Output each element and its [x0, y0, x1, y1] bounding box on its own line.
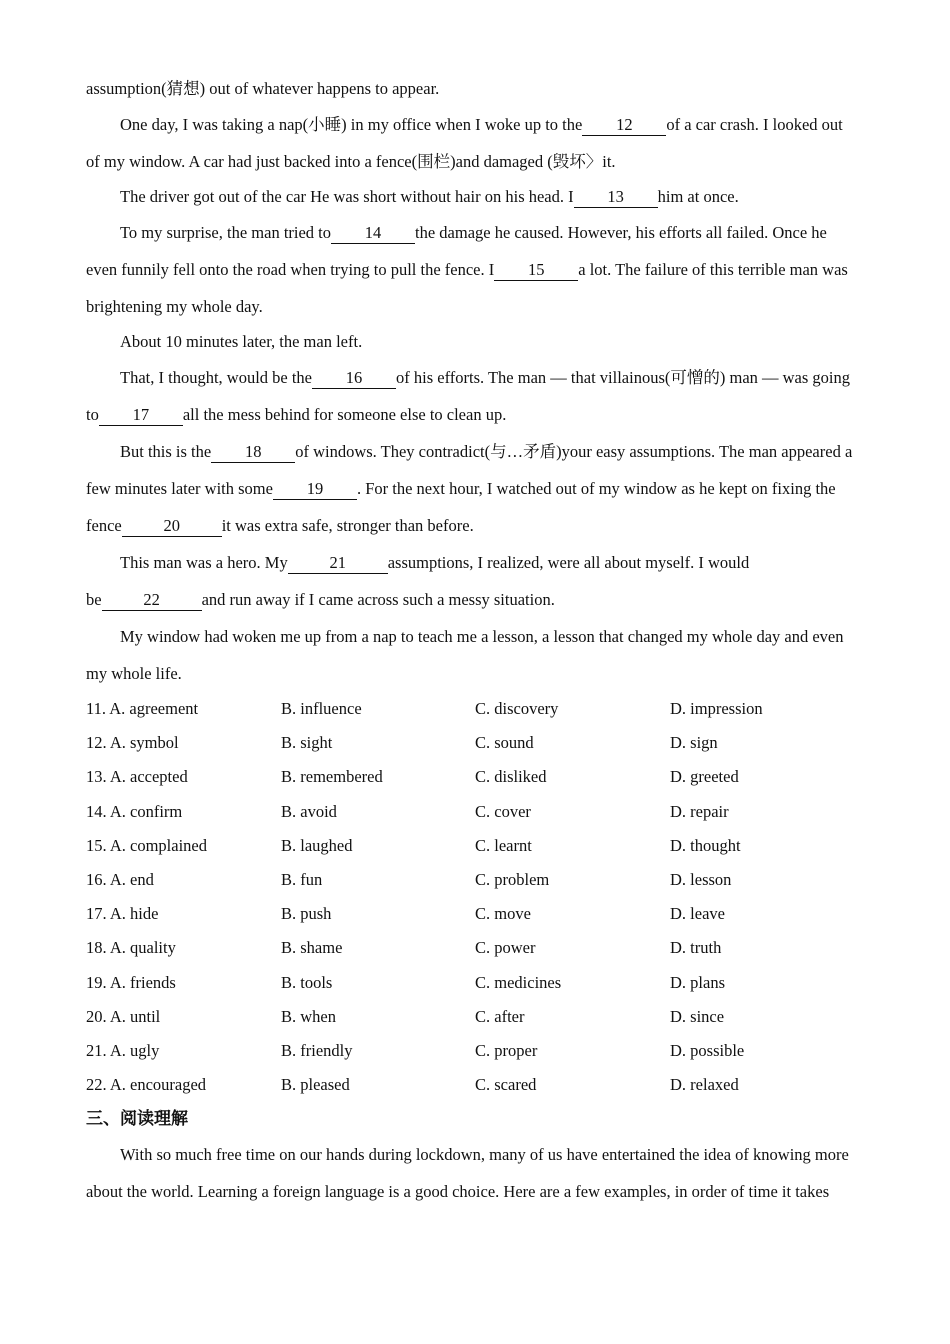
passage-paragraph-5: [86, 359, 866, 396]
option-a: 18. A. quality: [86, 938, 176, 958]
option-a: 14. A. confirm: [86, 801, 183, 821]
option-b: B. shame: [281, 938, 343, 958]
passage-text: be: [86, 590, 102, 609]
option-d: D. relaxed: [670, 1075, 739, 1095]
option-d: D. leave: [670, 904, 725, 924]
option-row: [86, 829, 866, 863]
option-d: D. possible: [670, 1040, 745, 1060]
option-row: [86, 931, 866, 965]
option-d: D. plans: [670, 972, 725, 992]
option-b: B. pleased: [281, 1075, 350, 1095]
blank-22: 22: [102, 591, 202, 611]
options-table: [86, 692, 866, 1102]
option-b: B. laughed: [281, 835, 353, 855]
passage-text: and run away if I came across such a messy situation.: [201, 590, 555, 609]
passage-text: brightening my whole day.: [86, 297, 263, 316]
blank-13: 13: [574, 188, 658, 208]
passage-text: of his efforts. The man — that villainous(可憎的) man — was going: [396, 368, 851, 387]
option-c: C. cover: [475, 801, 531, 821]
option-row: [86, 1068, 866, 1102]
option-d: D. repair: [670, 801, 729, 821]
blank-12: 12: [582, 116, 666, 136]
option-a: 12. A. symbol: [86, 733, 179, 753]
passage-text: fence: [86, 516, 122, 535]
option-row: [86, 726, 866, 760]
option-c: C. problem: [475, 869, 550, 889]
passage-paragraph-4: [86, 325, 866, 359]
option-a: 19. A. friends: [86, 972, 176, 992]
option-d: D. truth: [670, 938, 722, 958]
option-c: C. discovery: [475, 699, 559, 718]
option-a: 17. A. hide: [86, 904, 159, 924]
option-b: B. remembered: [281, 767, 383, 787]
passage-text: of my window. A car had just backed into a fence(围栏)and damaged (毁坏〉it.: [86, 152, 616, 171]
passage-paragraph-3: [86, 214, 866, 251]
passage-line: [86, 1173, 866, 1210]
passage-line: [86, 396, 866, 433]
passage-text: him at once.: [657, 187, 739, 206]
passage-text: the damage he caused. However, his efforts all failed. Once he: [415, 223, 827, 242]
option-c: C. learnt: [475, 835, 532, 855]
option-b: B. fun: [281, 869, 323, 889]
option-row: [86, 863, 866, 897]
passage-text: . For the next hour, I watched out of my window as he kept on fixing the: [356, 479, 836, 498]
passage-text: To my surprise, the man tried to: [120, 223, 332, 242]
option-c: C. medicines: [475, 972, 562, 992]
passage-text: even funnily fell onto the road when trying to pull the fence. I: [86, 260, 495, 279]
blank-15: 15: [494, 261, 578, 281]
passage-text: One day, I was taking a nap(小睡) in my office when I woke up to the: [120, 115, 583, 134]
option-row: [86, 795, 866, 829]
passage-line: [86, 470, 866, 507]
blank-20: 20: [122, 517, 222, 537]
blank-16: 16: [312, 369, 396, 389]
option-a: 22. A. encouraged: [86, 1075, 207, 1095]
passage-text: to: [86, 405, 99, 424]
passage-text: a lot. The failure of this terrible man was: [578, 260, 848, 279]
option-c: C. after: [475, 1006, 525, 1026]
passage-line: [86, 288, 866, 325]
option-b: B. sight: [281, 733, 333, 753]
option-row: [86, 897, 866, 931]
option-c: C. power: [475, 938, 536, 958]
option-d: D. impression: [670, 699, 763, 718]
passage-text: assumption(猜想) out of whatever happens to appear.: [86, 79, 440, 98]
option-b: B. avoid: [281, 801, 337, 821]
passage-paragraph-8: [86, 618, 866, 655]
passage-text: With so much free time on our hands during lockdown, many of us have entertained the idea of knowing more: [120, 1145, 849, 1165]
blank-14: 14: [331, 224, 415, 244]
option-row: [86, 692, 866, 726]
passage-text: assumptions, I realized, were all about myself. I would: [387, 553, 750, 572]
blank-19: 19: [273, 480, 357, 500]
option-a: 15. A. complained: [86, 835, 207, 855]
option-a: 16. A. end: [86, 869, 154, 889]
option-c: C. sound: [475, 733, 534, 753]
passage-text: But this is the: [120, 442, 212, 461]
passage-line: [86, 655, 866, 692]
option-a: 13. A. accepted: [86, 767, 188, 787]
option-row: [86, 966, 866, 1000]
option-b: B. when: [281, 1006, 336, 1026]
document-page: [86, 72, 866, 1210]
section-title: 三、阅读理解: [86, 1109, 188, 1130]
option-d: D. sign: [670, 733, 718, 753]
option-c: C. disliked: [475, 767, 547, 787]
reading-paragraph: [86, 1136, 866, 1173]
option-row: [86, 1000, 866, 1034]
passage-text: it was extra safe, stronger than before.: [221, 516, 474, 535]
option-b: B. friendly: [281, 1040, 353, 1060]
passage-text: My window had woken me up from a nap to teach me a lesson, a lesson that changed my whole day and even: [120, 627, 844, 646]
passage-text: my whole life.: [86, 664, 182, 683]
option-d: D. thought: [670, 835, 741, 855]
option-a: 20. A. until: [86, 1006, 161, 1026]
passage-text: This man was a hero. My: [120, 553, 288, 572]
passage-text: about the world. Learning a foreign language is a good choice. Here are a few examples, in order of time it takes: [86, 1182, 830, 1202]
passage-line: [86, 72, 866, 106]
passage-text: few minutes later with some: [86, 479, 273, 498]
passage-text: The driver got out of the car He was short without hair on his head. I: [120, 187, 574, 206]
option-d: D. since: [670, 1006, 725, 1026]
passage-line: [86, 507, 866, 544]
option-c: C. move: [475, 904, 531, 924]
option-a: 21. A. ugly: [86, 1040, 160, 1060]
option-b: B. influence: [281, 699, 362, 718]
passage-text: all the mess behind for someone else to clean up.: [182, 405, 507, 424]
passage-paragraph-1: [86, 106, 866, 143]
option-row: [86, 760, 866, 794]
option-b: B. tools: [281, 972, 333, 992]
option-d: D. greeted: [670, 767, 739, 787]
option-b: B. push: [281, 904, 332, 924]
passage-text: of windows. They contradict(与…矛盾)your easy assumptions. The man appeared a: [295, 442, 853, 461]
passage-line: [86, 251, 866, 288]
option-c: C. scared: [475, 1075, 537, 1095]
option-c: C. proper: [475, 1040, 538, 1060]
passage-text: of a car crash. I looked out: [666, 115, 843, 134]
option-a: 11. A. agreement: [86, 699, 199, 718]
option-row: [86, 1034, 866, 1068]
passage-paragraph-2: [86, 180, 866, 214]
passage-line: [86, 143, 866, 180]
passage-text: That, I thought, would be the: [120, 368, 313, 387]
blank-21: 21: [288, 554, 388, 574]
passage-paragraph-7: [86, 544, 866, 581]
blank-18: 18: [211, 443, 295, 463]
passage-paragraph-6: [86, 433, 866, 470]
passage-line: [86, 581, 866, 618]
passage-text: About 10 minutes later, the man left.: [120, 332, 363, 351]
blank-17: 17: [99, 406, 183, 426]
option-d: D. lesson: [670, 869, 732, 889]
